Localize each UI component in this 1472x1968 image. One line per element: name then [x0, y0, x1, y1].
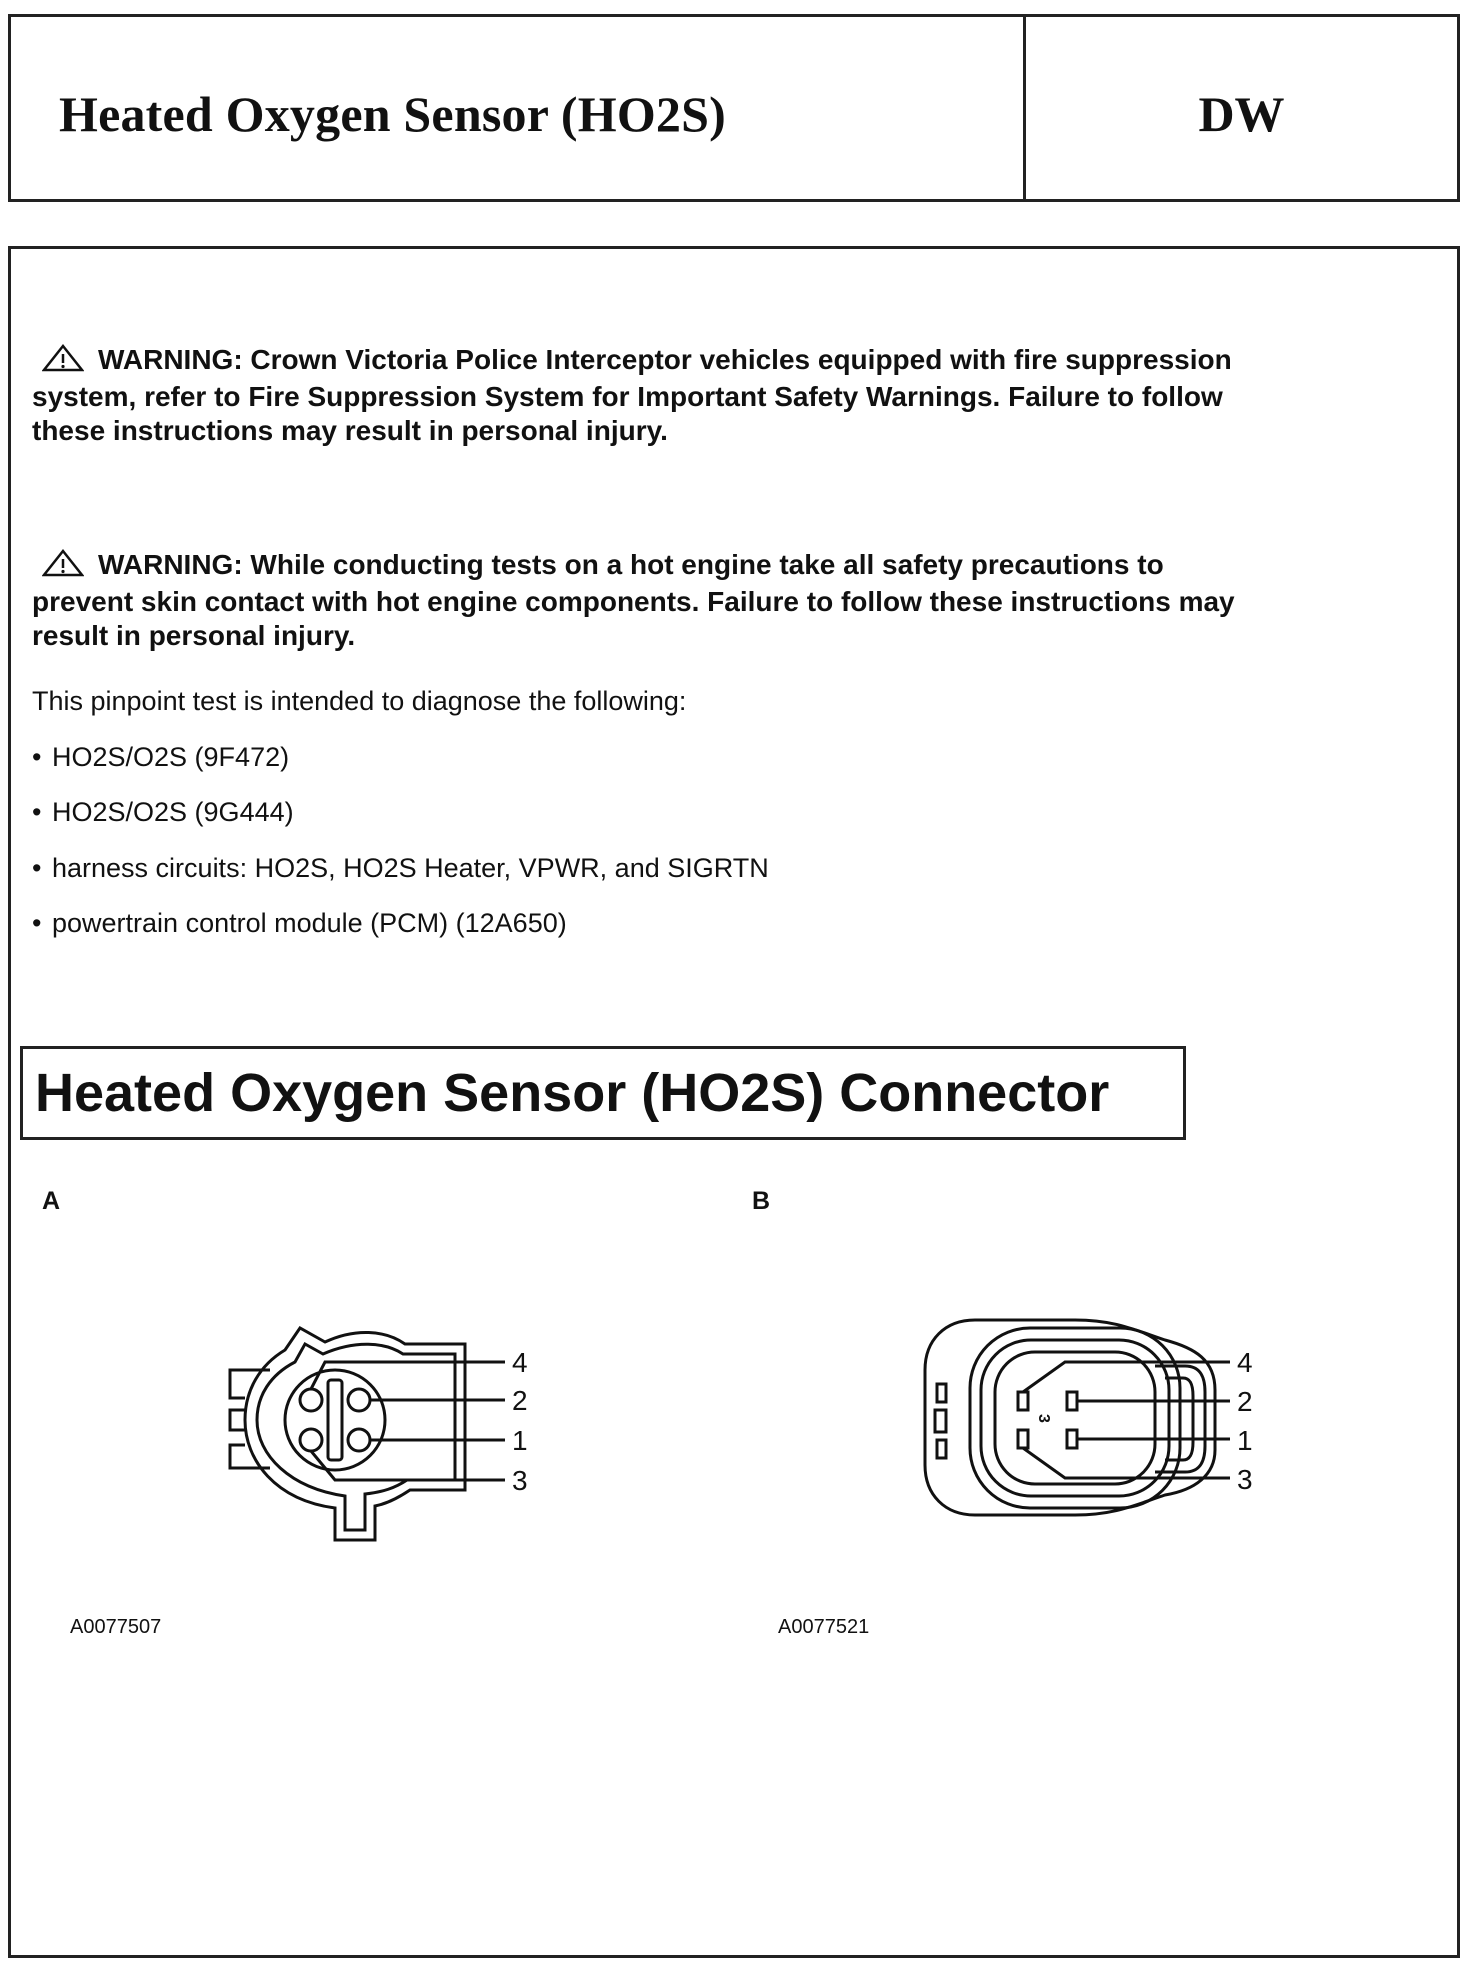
rib: [935, 1410, 946, 1432]
figure-id-a: A0077507: [70, 1616, 162, 1638]
rib: [937, 1440, 946, 1458]
pin-4: [300, 1389, 322, 1411]
header-box: [8, 14, 1460, 202]
leader-line-3: [311, 1451, 505, 1480]
list-item-text: HO2S/O2S (9G444): [52, 797, 294, 827]
pinpoint-test-code: DW: [1198, 86, 1285, 142]
pin-label-1: 1: [1237, 1425, 1253, 1456]
warning-line-2: prevent skin contact with hot engine components. Failure to follow these instructions may: [32, 586, 1235, 617]
warning-triangle-icon: [42, 549, 84, 585]
bullet-icon: •: [32, 908, 42, 938]
leader-line-4: [311, 1362, 505, 1389]
bullet-icon: •: [32, 742, 42, 772]
figure-id-b: A0077521: [778, 1616, 870, 1638]
warning-line-1: WARNING: Crown Victoria Police Interceptor vehicles equipped with fire suppression: [98, 344, 1232, 375]
rib: [937, 1384, 946, 1402]
list-item-text: harness circuits: HO2S, HO2S Heater, VPWR, and SIGRTN: [52, 853, 769, 883]
pin-4: [1018, 1392, 1028, 1410]
list-item-text: HO2S/O2S (9F472): [52, 742, 290, 772]
bullet-icon: •: [32, 797, 42, 827]
list-item: [32, 851, 769, 885]
warning-hot-engine: [32, 548, 1412, 653]
pin-2: [1067, 1392, 1077, 1410]
connector-b-diagram: [915, 1300, 1275, 1540]
connector-shell: [970, 1328, 1180, 1508]
pin-label-3: 3: [1237, 1464, 1253, 1495]
warning-line-3: result in personal injury.: [32, 620, 356, 651]
pin-label-4: 4: [512, 1347, 528, 1378]
pin-1: [1067, 1430, 1077, 1448]
list-item: [32, 795, 294, 829]
section-title: Heated Oxygen Sensor (HO2S) Connector: [20, 1046, 1186, 1140]
pin-label-3: 3: [512, 1465, 528, 1496]
warning-line-2: system, refer to Fire Suppression System for Important Safety Warnings. Failure to follow: [32, 381, 1223, 412]
pin-face: [995, 1352, 1155, 1484]
connector-tab: [230, 1410, 245, 1430]
list-item-text: powertrain control module (PCM) (12A650): [52, 908, 567, 938]
center-mark: 3: [1035, 1414, 1052, 1423]
pin-face: [285, 1370, 385, 1470]
page-title: Heated Oxygen Sensor (HO2S): [59, 86, 726, 142]
pin-3: [1018, 1430, 1028, 1448]
bullet-icon: •: [32, 853, 42, 883]
leader-line-4: [1023, 1362, 1230, 1392]
pin-label-2: 2: [512, 1385, 528, 1416]
list-item: [32, 906, 567, 940]
pin-label-2: 2: [1237, 1386, 1253, 1417]
view-label-b: B: [752, 1187, 771, 1215]
connector-housing: [245, 1328, 465, 1540]
pin-2: [348, 1389, 370, 1411]
warning-line-1: WARNING: While conducting tests on a hot engine take all safety precautions to: [98, 549, 1164, 580]
connector-a-diagram: [215, 1310, 575, 1560]
pin-3: [300, 1429, 322, 1451]
warning-triangle-icon: [42, 344, 84, 380]
warning-fire-suppression: [32, 343, 1412, 448]
key-slot: [328, 1380, 342, 1460]
pin-label-4: 4: [1237, 1347, 1253, 1378]
leader-line-3: [1023, 1448, 1230, 1478]
pin-1: [348, 1429, 370, 1451]
list-item: [32, 740, 289, 774]
view-label-a: A: [42, 1187, 61, 1215]
pin-label-1: 1: [512, 1425, 528, 1456]
warning-line-3: these instructions may result in personal injury.: [32, 415, 668, 446]
intro-text: This pinpoint test is intended to diagnose the following:: [32, 686, 687, 716]
